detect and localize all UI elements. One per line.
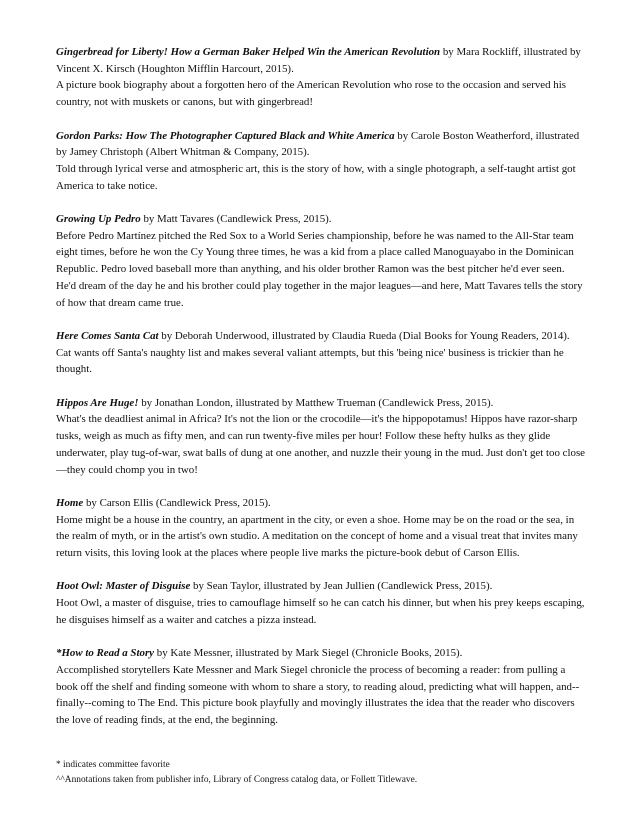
- book-title: Home: [56, 496, 84, 509]
- book-annotation: Hoot Owl, a master of disguise, tries to camouflage himself so he can catch his dinner, but when his prey keeps escaping, he disguises himself as a waiter and catches a pizza instead.: [56, 597, 585, 626]
- book-annotation: Accomplished storytellers Kate Messner and Mark Siegel chronicle the process of becoming a reader: from pulling a book off the shelf and finding someone with whom to share a story, to reading aloud, predicting what will happen, and--finally--coming to The End. This picture book playfully and movingly illustrates the idea that the reader who discovers the love of reading finds, at the end, the beginning.: [56, 663, 580, 727]
- committee-favorite-note: * indicates committee favorite: [56, 760, 170, 770]
- book-title: *How to Read a Story: [56, 647, 155, 660]
- book-annotation: Told through lyrical verse and atmospheric art, this is the story of how, with a single photograph, a self-taught artist got America to take notice.: [56, 162, 576, 192]
- book-title: Growing Up Pedro: [56, 213, 141, 225]
- book-byline: by Jonathan London, illustrated by Matthew Trueman (Candlewick Press, 2015).: [138, 396, 494, 409]
- book-title: Here Comes Santa Cat: [56, 329, 159, 342]
- book-byline: by Carson Ellis (Candlewick Press, 2015).: [83, 496, 271, 509]
- book-annotation: What's the deadliest animal in Africa? It's not the lion or the crocodile—it's the hippopotamus! Hippos have razor-sharp tusks, weigh as much as fifty men, and can run twenty-five miles per hour! Follow these hefty hulks as they glide underwater, play tug-of-war, swat balls of dung at one another, and nuzzle their young in the mud. Just don't get too close—they could chomp you in two!: [56, 413, 586, 476]
- book-byline: by Deborah Underwood, illustrated by Claudia Rueda (Dial Books for Young Readers, 2014).: [158, 329, 570, 342]
- book-title: Gordon Parks: How The Photographer Captured Black and White America: [56, 129, 395, 142]
- book-entry: [56, 128, 586, 195]
- book-entry: [56, 645, 586, 729]
- book-byline: by Kate Messner, illustrated by Mark Siegel (Chronicle Books, 2015).: [154, 647, 463, 660]
- book-byline: by Matt Tavares (Candlewick Press, 2015).: [140, 213, 332, 225]
- book-entry: [56, 211, 586, 311]
- book-annotation: Cat wants off Santa's naughty list and makes several valiant attempts, but this 'being nice' business is trickier than he thought.: [56, 346, 564, 376]
- book-title: Hippos Are Huge!: [56, 396, 139, 409]
- book-list: [56, 44, 586, 745]
- annotation-source-note: ^^Annotations taken from publisher info, Library of Congress catalog data, or Follett Titlewave.: [56, 775, 418, 785]
- book-annotation: Home might be a house in the country, an apartment in the city, or even a shoe. Home may be on the road or the sea, in the realm of myth, or in the artist's own studio. A meditation on the concept of home and a visual treat that invites many return visits, this loving look at the places where people live marks the picture-book debut of Carson Ellis.: [56, 513, 578, 560]
- book-annotation: A picture book biography about a forgotten hero of the American Revolution who rose to the occasion and served his country, not with muskets or canons, but with gingerbread!: [56, 79, 567, 109]
- book-entry: [56, 495, 586, 562]
- book-title: Hoot Owl: Master of Disguise: [56, 580, 191, 593]
- book-byline: by Carole Boston Weatherford, illustrated by Jamey Christoph (Albert Whitman & Company, 2015).: [56, 129, 580, 159]
- book-entry: [56, 395, 586, 479]
- book-byline: by Sean Taylor, illustrated by Jean Jullien (Candlewick Press, 2015).: [190, 580, 493, 593]
- book-entry: [56, 578, 586, 628]
- book-annotation: Before Pedro Martínez pitched the Red Sox to a World Series championship, before he was named to the All-Star team eight times, before he won the Cy Young three times, he was a kid from a place called Manoguayabo in the Dominican Republic. Pedro loved baseball more than anything, and his older brother Ramon was the best pitcher he'd ever seen. He'd dream of the day he and his brother could play together in the major leagues—and here, Matt Tavares tells the story of how that dream came true.: [56, 229, 583, 309]
- page-footer: [56, 758, 586, 788]
- book-byline: by Mara Rockliff, illustrated by Vincent X. Kirsch (Houghton Mifflin Harcourt, 2015).: [56, 46, 581, 75]
- book-entry: [56, 44, 586, 111]
- book-entry: [56, 328, 586, 378]
- book-title: Gingerbread for Liberty! How a German Baker Helped Win the American Revolution: [56, 46, 441, 58]
